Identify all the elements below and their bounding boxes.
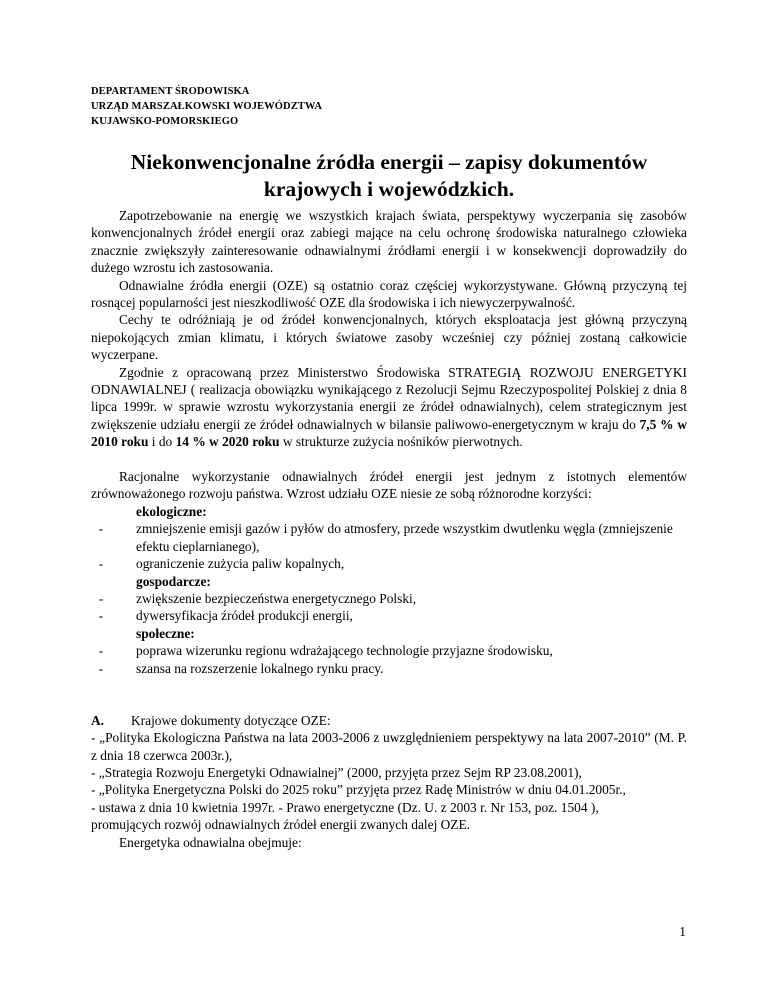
section-a-label: A. xyxy=(91,712,105,728)
paragraph-2: Odnawialne źródła energii (OZE) są ostatnio coraz częściej wykorzystywane. Główną przyczyną tej rosnącej popularności jest nieszkodliwość OZE dla środowiska i ich niewyczerpywalność. xyxy=(91,277,687,311)
spacer xyxy=(91,694,687,711)
section-a-heading xyxy=(91,712,687,729)
spacer xyxy=(91,451,687,468)
dash-bullet: - xyxy=(98,556,104,572)
benefits-economic-heading: gospodarcze: xyxy=(136,573,211,589)
document-title xyxy=(91,149,687,203)
list-item: - zmniejszenie emisji gazów i pyłów do atmosfery, przede wszystkim dwutlenku węgla (zmniejszenie efektu cieplarnianego), xyxy=(91,520,687,555)
benefits-economic-list xyxy=(91,590,687,625)
target-2010: 7,5 % w 2010 roku xyxy=(91,416,687,450)
benefits-ecological-heading: ekologiczne: xyxy=(136,503,207,519)
document-body xyxy=(91,207,687,851)
section-a-title: Krajowe dokumenty dotyczące OZE: xyxy=(131,712,331,728)
dash-bullet: - xyxy=(98,608,104,624)
paragraph-3: Cechy te odróżniają je od źródeł konwencjonalnych, których eksploatacja jest główną przyczyną niepokojących zmian klimatu, i których światowe zasoby wcześniej czy później zostaną całkowicie wyczerpane. xyxy=(91,312,687,363)
list-item: - poprawa wizerunku regionu wdrażającego technologie przyjazne środowisku, xyxy=(91,642,687,659)
header-line-2: URZĄD MARSZAŁKOWSKI WOJEWÓDZTWA xyxy=(91,101,323,112)
strategy-text: Zgodnie z opracowaną przez Ministerstwo Środowiska STRATEGIĄ ROZWOJU ENERGETYKI ODNAWIALNEJ ( realizacja obowiązku wynikającego z Rezolucji Sejmu Rzeczypospolitej Polskiej z dnia 8 lipca 1999r. w sprawie wzrostu wykorzystania energii ze źródeł odnawialnych), celem strategicznym jest zwiększenie udziału energii ze źródeł odnawialnych w bilansie paliwowo-energetycznym w kraju do xyxy=(91,364,687,432)
header-line-1: DEPARTAMENT ŚRODOWISKA xyxy=(91,86,250,97)
renewable-energy-intro: Energetyka odnawialna obejmuje: xyxy=(119,834,302,850)
dash-bullet: - xyxy=(98,660,104,676)
benefits-social-list xyxy=(91,642,687,677)
department-header xyxy=(91,84,322,129)
dash-bullet: - xyxy=(98,590,104,606)
list-item: - ograniczenie zużycia paliw kopalnych, xyxy=(91,555,687,572)
list-item: - szansa na rozszerzenie lokalnego rynku pracy. xyxy=(91,660,687,677)
national-doc-summary: promujących rozwój odnawialnych źródeł energii zwanych dalej OZE. xyxy=(91,817,471,833)
list-item: - zwiększenie bezpieczeństwa energetycznego Polski, xyxy=(91,590,687,607)
title-line-2: krajowych i wojewódzkich. xyxy=(263,177,515,201)
page-number: 1 xyxy=(679,924,686,939)
paragraph-1: Zapotrzebowanie na energię we wszystkich krajach świata, perspektywy wyczerpania się zasobów konwencjonalnych źródeł energii oraz zabiegi mające na celu ochronę środowiska naturalnego człowieka znacznie zwiększyły zainteresowanie odnawialnymi źródłami energii i w konsekwencji doprowadziły do dużego wzrostu ich zastosowania. xyxy=(91,208,687,276)
strategy-text-mid: i do xyxy=(148,434,176,450)
dash-bullet: - xyxy=(98,643,104,659)
benefits-social-heading: społeczne: xyxy=(136,625,195,641)
national-doc-2: - „Strategia Rozwoju Energetyki Odnawialnej” (2000, przyjęta przez Sejm RP 23.08.2001), xyxy=(91,764,582,780)
strategy-text-end: w strukturze zużycia nośników pierwotnych. xyxy=(279,434,523,450)
national-doc-1: - „Polityka Ekologiczna Państwa na lata 2003-2006 z uwzględnieniem perspektywy na lata 2007-2010” (M. P. z dnia 18 czerwca 2003r.), xyxy=(91,730,687,763)
paragraph-5: Racjonalne wykorzystanie odnawialnych źródeł energii jest jednym z istotnych elementów zrównoważonego rozwoju państwa. Wzrost udziału OZE niesie ze sobą różnorodne korzyści: xyxy=(91,469,687,502)
target-2020: 14 % w 2020 roku xyxy=(175,434,280,450)
dash-bullet: - xyxy=(98,521,104,537)
paragraph-4 xyxy=(91,364,687,451)
spacer xyxy=(91,677,687,694)
header-line-3: KUJAWSKO-POMORSKIEGO xyxy=(91,116,239,127)
national-doc-4: - ustawa z dnia 10 kwietnia 1997r. - Prawo energetyczne (Dz. U. z 2003 r. Nr 153, poz. 1504 ), xyxy=(91,799,599,815)
benefits-ecological-list xyxy=(91,520,687,572)
list-item: - dywersyfikacja źródeł produkcji energii, xyxy=(91,607,687,624)
national-doc-3: - „Polityka Energetyczna Polski do 2025 roku” przyjęta przez Radę Ministrów w dniu 04.01.2005r., xyxy=(91,782,626,798)
title-line-1: Niekonwencjonalne źródła energii – zapisy dokumentów xyxy=(130,150,648,174)
